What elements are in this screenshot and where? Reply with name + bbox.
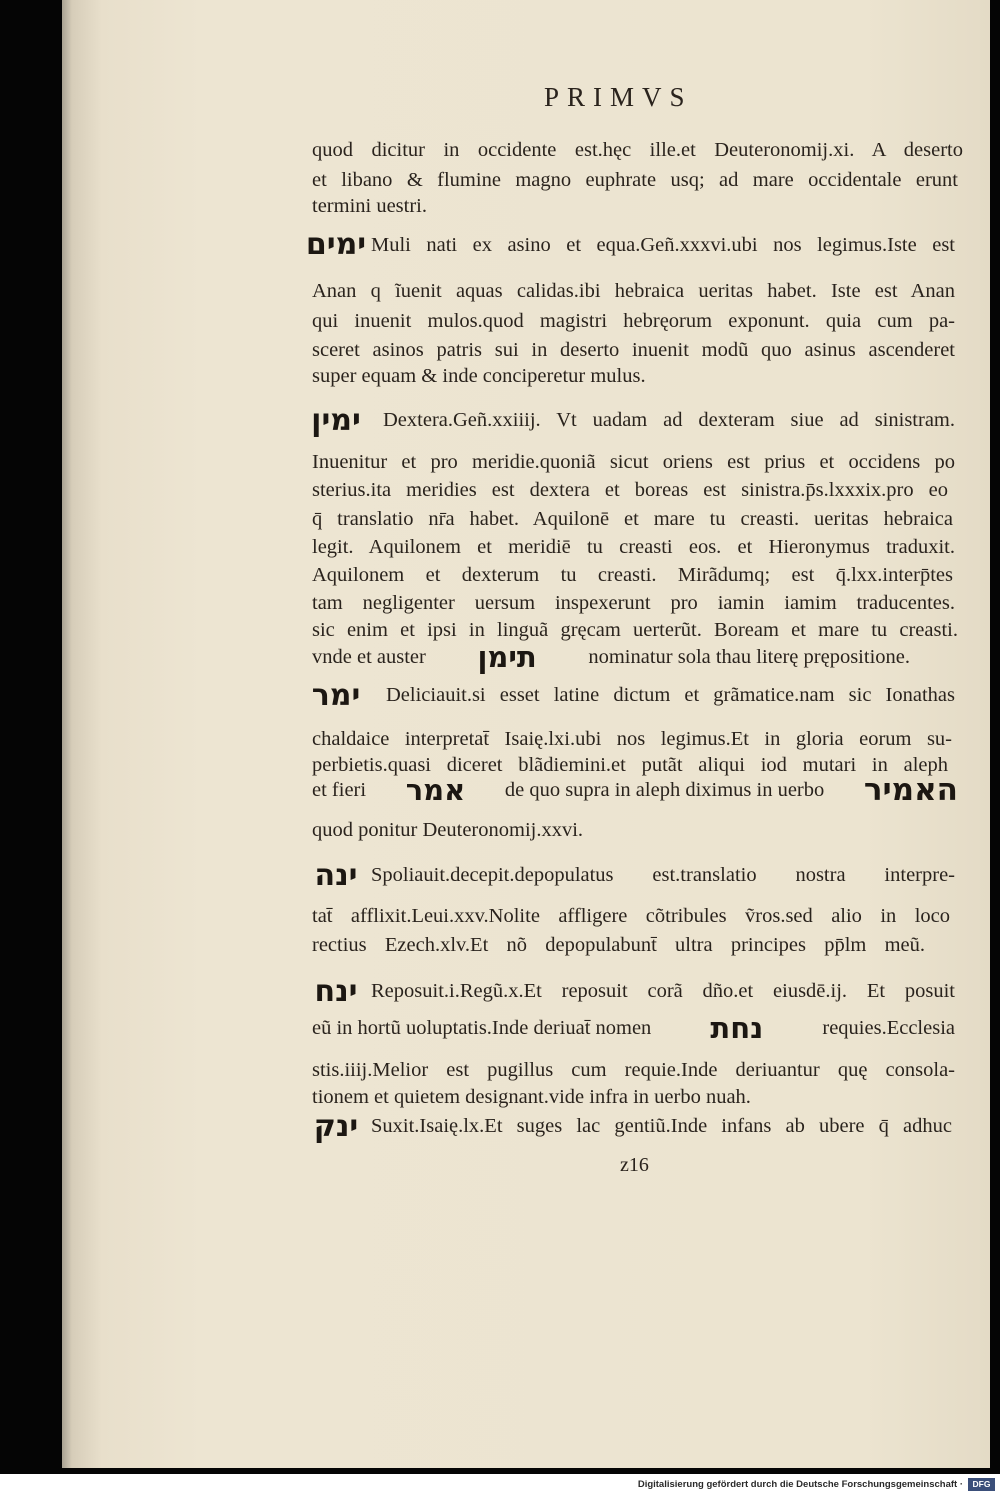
text-line: sceret asinos patris sui in deserto inuenit modũ quo asinus ascenderet [312, 339, 955, 361]
text-line: tat̄ afflixit.Leui.xxv.Nolite affligere cõtribules ṽros.sed alio in loco [312, 905, 950, 927]
entry-first-line: Deliciauit.si esset latine dictum et grãmatice.nam sic Ionathas [386, 684, 955, 706]
hebrew-word: אמר [405, 773, 466, 807]
entry-first-line: Suxit.Isaię.lx.Et suges lac gentiũ.Inde infans ab ubere q̄ adhuc [371, 1115, 952, 1137]
text-line: Inuenitur et pro meridie.quoniã sicut oriens est prius et occidens po [312, 451, 955, 473]
text-line: Anan q ĩuenit aquas calidas.ibi hebraica ueritas habet. Iste est Anan [312, 280, 955, 302]
text-line: perbietis.quasi diceret blãdiemini.et putãt aliqui iod mutari in aleph [312, 754, 948, 776]
text-line: quod ponitur Deuteronomij.xxvi. [312, 819, 584, 841]
entry-first-line: Spoliauit.decepit.depopulatus est.translatio nostra interpre- [371, 864, 955, 886]
entry-first-line: Reposuit.i.Regũ.x.Et reposuit corã dño.et eiusdē.ij. Et posuit [371, 980, 955, 1002]
text-segment: requies.Ecclesia [822, 1017, 955, 1039]
text-segment: nominatur sola thau literę prępositione. [588, 646, 910, 668]
text-line: Aquilonem et dexterum tu creasti. Mirãdumq; est q̄.lxx.interp̄tes [312, 564, 953, 586]
text-line: tam negligenter uersum inspexerunt pro iamin iamim traducentes. [312, 592, 955, 614]
mixed-line [312, 640, 910, 674]
text-line: sic enim et ipsi in linguã gręcam uerterũt. Boream et mare tu creasti. [312, 619, 958, 641]
hebrew-headword: ימין [311, 403, 361, 438]
text-line: rectius Ezech.xlv.Et nõ depopulabunt̄ ultra principes pp̄lm meũ. [312, 934, 925, 956]
text-line: super equam & inde conciperetur mulus. [312, 365, 646, 387]
mixed-line [312, 1011, 955, 1045]
text-segment: eũ in hortũ uoluptatis.Inde deriuat̄ nomen [312, 1017, 652, 1039]
hebrew-headword: ינה [314, 858, 358, 893]
hebrew-headword: ינח [314, 974, 358, 1009]
text-line: quod dicitur in occidente est.hęc ille.et Deuteronomij.xi. A deserto [312, 139, 963, 161]
text-segment: de quo supra in aleph diximus in uerbo [504, 779, 825, 801]
page-signature: z16 [620, 1154, 649, 1176]
hebrew-word: נחת [710, 1011, 764, 1045]
text-segment: vnde et auster [312, 646, 426, 668]
text-line: stis.iiij.Melior est pugillus cum requie.Inde deriuantur quę consola- [312, 1059, 955, 1081]
dfg-logo: DFG [968, 1478, 995, 1491]
hebrew-word: תימן [477, 640, 537, 674]
running-head: PRIMVS [544, 82, 693, 112]
text-line: chaldaice interpretat̄ Isaię.lxi.ubi nos legimus.Et in gloria eorum su- [312, 728, 952, 750]
funding-credit: Digitalisierung gefördert durch die Deutsche Forschungsgemeinschaft · [637, 1479, 963, 1490]
text-line: et libano & flumine magno euphrate usq; ad mare occidentale erunt [312, 169, 958, 191]
text-line: q̄ translatio nr̄a habet. Aquilonē et mare tu creasti. ueritas hebraica [312, 508, 953, 530]
hebrew-headword: ינק [313, 1109, 359, 1144]
text-line: tionem et quietem designant.vide infra in uerbo nuah. [312, 1086, 751, 1108]
text-segment: et fieri [312, 779, 367, 801]
text-line: sterius.ita meridies est dextera et boreas est sinistra.p̄s.lxxxix.pro eo [312, 479, 948, 501]
text-line: termini uestri. [312, 195, 428, 217]
mixed-line [312, 772, 958, 808]
hebrew-headword: ימר [311, 678, 361, 713]
hebrew-word: האמיר [863, 772, 958, 808]
text-line: legit. Aquilonem et meridiē tu creasti eos. et Hieronymus traduxit. [312, 536, 955, 558]
entry-first-line: Dextera.Geñ.xxiiij. Vt uadam ad dexteram siue ad sinistram. [383, 409, 955, 431]
entry-first-line: Muli nati ex asino et equa.Geñ.xxxvi.ubi nos legimus.Iste est [371, 234, 955, 256]
footer-bar [0, 1474, 1000, 1496]
text-line: qui inuenit mulos.quod magistri hebręorum exponunt. quia cum pa- [312, 310, 955, 332]
hebrew-headword: ימים [305, 227, 367, 262]
